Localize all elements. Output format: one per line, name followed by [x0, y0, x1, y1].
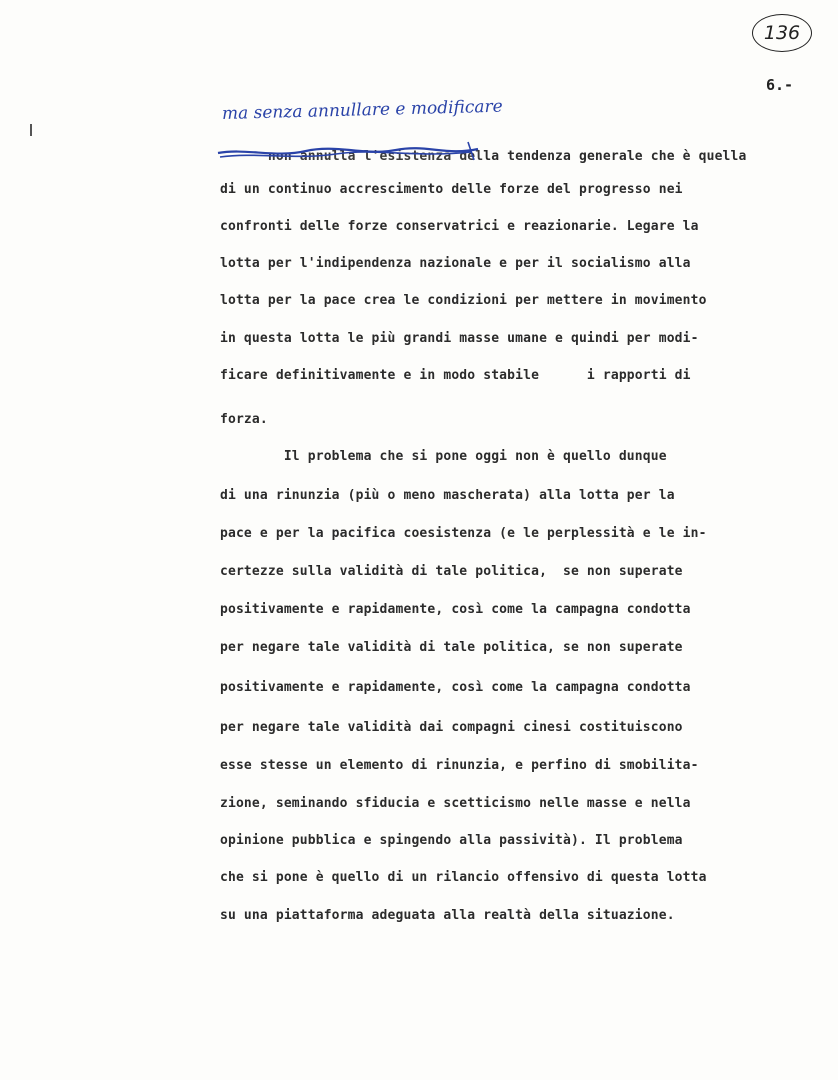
text-line: opinione pubblica e spingendo alla passività). Il problema — [220, 833, 683, 848]
text-line: forza. — [220, 412, 268, 427]
text-line: positivamente e rapidamente, così come la campagna condotta — [220, 602, 691, 617]
text-line: di una rinunzia (più o meno mascherata) alla lotta per la — [220, 488, 675, 503]
text-line: su una piattaforma adeguata alla realtà della situazione. — [220, 908, 675, 923]
page-number: 6.- — [766, 76, 794, 94]
text-line: zione, seminando sfiducia e scetticismo nelle masse e nella — [220, 796, 691, 811]
text-line: confronti delle forze conservatrici e reazionarie. Legare la — [220, 219, 699, 234]
strikethrough-scribble — [216, 140, 486, 164]
text-line: la tendenza generale che è quella — [483, 149, 747, 164]
text-line: che si pone è quello di un rilancio offensivo di questa lotta — [220, 870, 707, 885]
text-line: per negare tale validità di tale politica, se non superate — [220, 640, 683, 655]
text-line: per negare tale validità dai compagni cinesi costituiscono — [220, 720, 683, 735]
text-line: lotta per la pace crea le condizioni per mettere in movimento — [220, 293, 707, 308]
text-line: pace e per la pacifica coesistenza (e le perplessità e le in- — [220, 526, 707, 541]
archive-number-stamp — [752, 14, 812, 52]
archive-number: 136 — [763, 22, 801, 44]
text-line: Il problema che si pone oggi non è quello dunque — [220, 449, 667, 464]
text-line: certezze sulla validità di tale politica, se non superate — [220, 564, 683, 579]
text-line: ficare definitivamente e in modo stabile i rapporti di — [220, 368, 691, 383]
text-line: in questa lotta le più grandi masse umane e quindi per modi- — [220, 331, 699, 346]
struck-text: non annulla l'esistenza del — [267, 149, 484, 164]
text-line: esse stesse un elemento di rinunzia, e perfino di smobilita- — [220, 758, 699, 773]
text-line: di un continuo accrescimento delle forze del progresso nei — [220, 182, 683, 197]
text-line: positivamente e rapidamente, così come la campagna condotta — [220, 680, 691, 695]
handwritten-insertion: ma senza annullare e modificare — [221, 96, 503, 124]
text-line: lotta per l'indipendenza nazionale e per il socialismo alla — [220, 256, 691, 271]
